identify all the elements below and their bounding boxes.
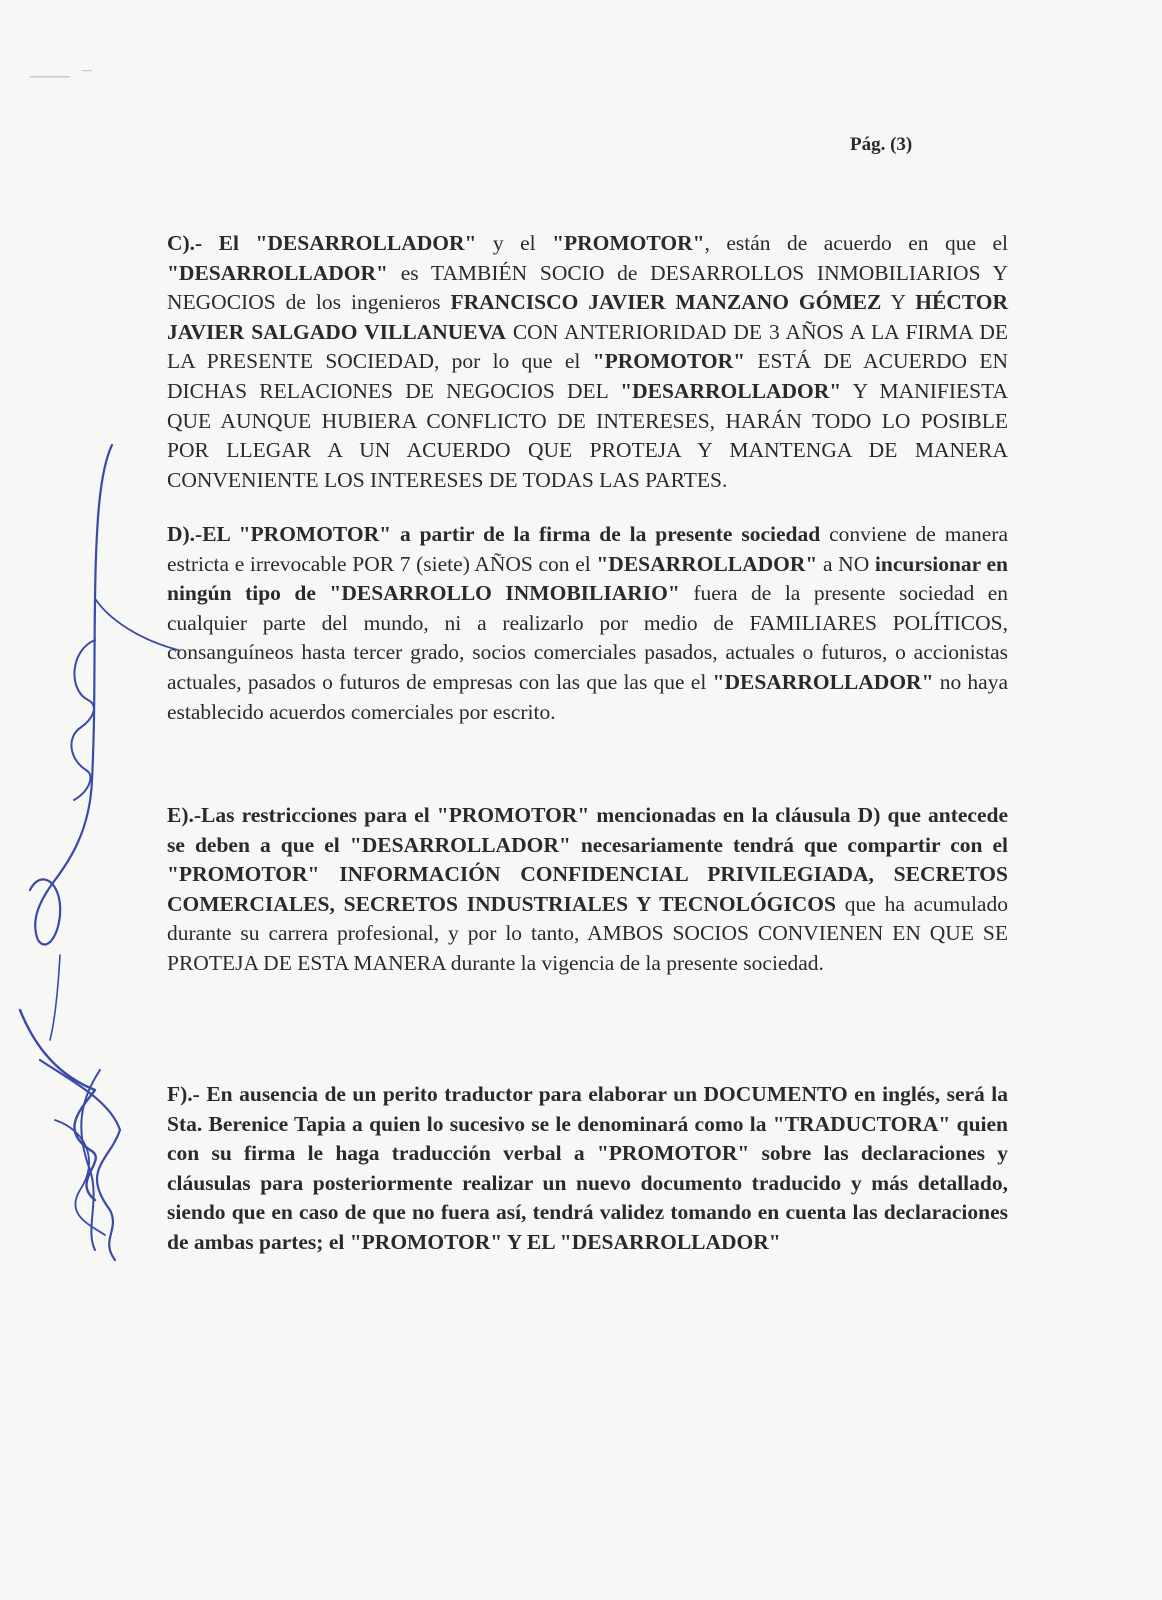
clause-d-run-0: D).-EL "PROMOTOR" a partir de la firma de la presente sociedad xyxy=(167,522,821,546)
page-number: Pág. (3) xyxy=(850,134,913,155)
clause-e-run-0: E).-Las restricciones para el "PROMOTOR" mencionadas en la cláusula D) que antecede se deben a que el "DESARROLLADOR" necesariamente tendrá que compartir con el "PROMOTOR" INFORMACIÓN CONFIDENCIAL PRIVILEGIADA, SECRETOS COMERCIALES, SECRETOS INDUSTRIALES Y TECNOLÓGICOS xyxy=(167,803,1008,916)
clause-d xyxy=(167,520,1008,727)
clause-d-run-4: incursionar en ningún tipo de "DESARROLLO INMOBILIARIO" xyxy=(167,551,1008,606)
signature-stroke-line xyxy=(50,955,60,1040)
clause-c-run-8: Y xyxy=(881,290,916,315)
clause-f xyxy=(167,1080,1008,1258)
clause-c-run-5: "DESARROLLADOR" xyxy=(167,260,388,285)
initials-stroke-4 xyxy=(55,1120,105,1235)
initials-stroke-3 xyxy=(40,1060,120,1260)
clause-c-run-14: Y MANIFIESTA QUE AUNQUE HUBIERA CONFLICTO DE INTERESES, HARÁN TODO LO POSIBLE POR LLEGAR A UN ACUERDO QUE PROTEJA Y MANTENGA DE MANERA CONVENIENTE LOS INTERESES DE TODAS LAS PARTES. xyxy=(167,378,1009,492)
clause-f-run-0: F).- En ausencia de un perito traductor para elaborar un DOCUMENTO en inglés, será la Sta. Berenice Tapia a quien lo sucesivo se le denominará como la "TRADUCTORA" quien con su firma le haga traducción verbal a "PROMOTOR" sobre las declaraciones y cláusulas para posteriormente realizar un nuevo documento traducido y más detallado, siendo que en caso de que no fuera así, tendrá validez tomando en cuenta las declaraciones de ambas partes; el "PROMOTOR" Y EL "DESARROLLADOR" xyxy=(167,1082,1008,1254)
clause-d-run-2: "DESARROLLADOR" xyxy=(596,551,818,576)
clause-c-run-6: es TAMBIÉN SOCIO de DESARROLLOS INMOBILIARIOS Y NEGOCIOS de los ingenieros xyxy=(167,260,1008,315)
clause-d-run-6: "DESARROLLADOR" xyxy=(712,669,934,694)
clause-d-run-3: a NO xyxy=(817,551,875,576)
signature-stroke-main xyxy=(30,445,112,945)
signature-stroke-loop xyxy=(71,640,95,800)
clause-e xyxy=(167,801,1008,979)
scan-speck xyxy=(82,70,92,71)
initials-stroke-1 xyxy=(20,1010,96,1200)
clause-c-run-1: "DESARROLLADOR" xyxy=(255,231,477,255)
clause-e-run-1: que ha acumulado durante su carrera profesional, y por lo tanto, AMBOS SOCIOS CONVIENEN EN QUE SE PROTEJA DE ESTA MANERA durante la vigencia de la presente sociedad. xyxy=(167,891,1008,975)
clause-c-run-13: "DESARROLLADOR" xyxy=(620,378,842,403)
signature-stroke-tail xyxy=(96,600,178,650)
clause-c-run-11: "PROMOTOR" xyxy=(592,349,746,374)
clause-c-run-10: CON ANTERIORIDAD DE 3 AÑOS A LA FIRMA DE LA PRESENTE SOCIEDAD, por lo que el xyxy=(167,319,1008,374)
clause-c-run-4: , están de acuerdo en que el xyxy=(704,231,1008,255)
clause-d-run-5: fuera de la presente sociedad en cualquier parte del mundo, ni a realizarlo por medio de FAMILIARES POLÍTICOS, consanguíneos hasta tercer grado, socios comerciales pasados, actuales o futuros, o accionistas actuales, pasados o futuros de empresas con las que las que el xyxy=(167,581,1009,694)
clause-d-run-1: conviene de manera estricta e irrevocable POR 7 (siete) AÑOS con el xyxy=(167,522,1009,576)
clause-c-run-7: FRANCISCO JAVIER MANZANO GÓMEZ xyxy=(450,290,882,315)
signature-marks xyxy=(0,0,180,1600)
initials-stroke-2 xyxy=(81,1070,100,1250)
clause-c-run-3: "PROMOTOR" xyxy=(552,231,705,255)
clause-c-run-0: C).- El xyxy=(167,231,256,255)
clause-c xyxy=(167,229,1008,495)
scan-speck xyxy=(30,76,70,78)
clause-c-run-2: y el xyxy=(476,231,553,255)
clause-c-run-9: HÉCTOR JAVIER SALGADO VILLANUEVA xyxy=(167,290,1009,344)
clause-d-run-7: no haya establecido acuerdos comerciales por escrito. xyxy=(167,669,1008,724)
clause-c-run-12: ESTÁ DE ACUERDO EN DICHAS RELACIONES DE NEGOCIOS DEL xyxy=(167,349,1008,403)
